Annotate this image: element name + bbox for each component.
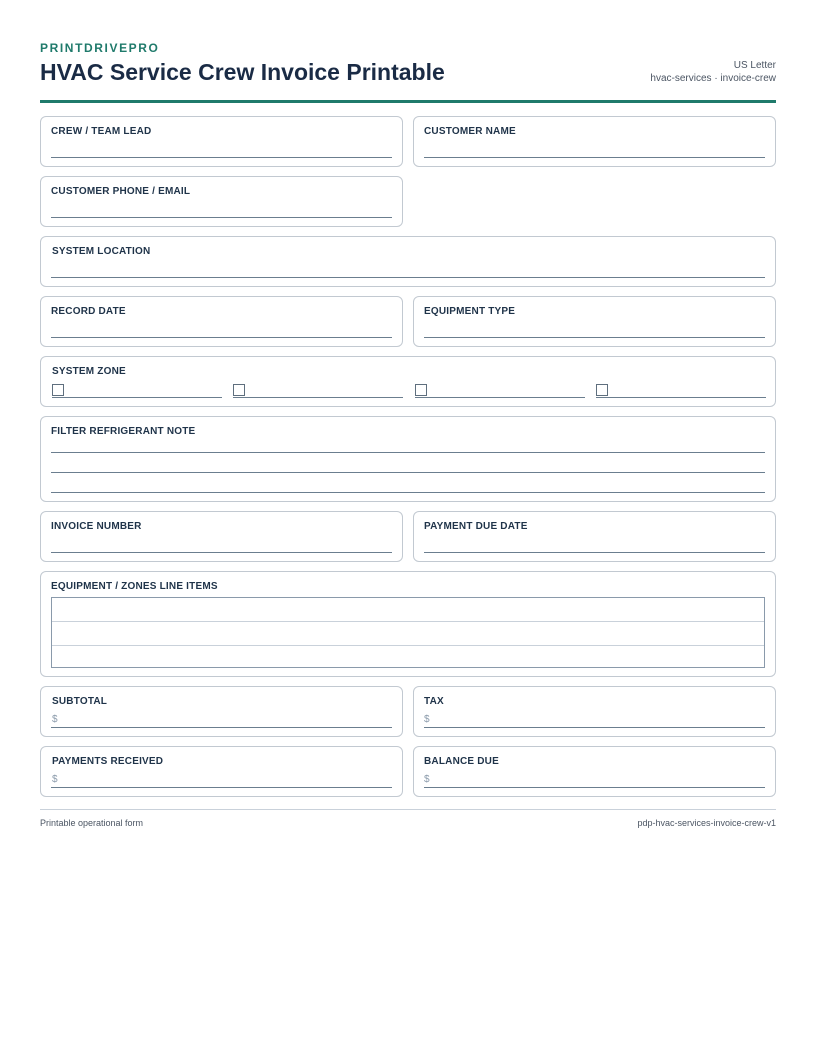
page-meta xyxy=(650,59,776,85)
currency-symbol: $ xyxy=(424,774,430,785)
form-page xyxy=(40,40,776,103)
crew-team-lead-field xyxy=(40,116,403,167)
table-row[interactable] xyxy=(52,645,764,646)
note-line-1[interactable] xyxy=(51,452,765,453)
field-label: CUSTOMER PHONE / EMAIL xyxy=(51,186,191,197)
customer-name-input-line[interactable] xyxy=(424,157,765,158)
brand-name: PRINTDRIVEPRO xyxy=(40,41,160,55)
field-label: PAYMENT DUE DATE xyxy=(424,521,528,532)
note-line-3[interactable] xyxy=(51,492,765,493)
field-label: CREW / TEAM LEAD xyxy=(51,126,152,137)
currency-symbol: $ xyxy=(424,714,430,725)
page-header xyxy=(40,40,776,103)
field-label: FILTER REFRIGERANT NOTE xyxy=(51,426,196,437)
zone-option-line-2[interactable] xyxy=(233,397,403,398)
field-label: RECORD DATE xyxy=(51,306,126,317)
invoice-number-input-line[interactable] xyxy=(51,552,392,553)
customer-name-field xyxy=(413,116,776,167)
customer-phone-email-field xyxy=(40,176,403,227)
field-label: PAYMENTS RECEIVED xyxy=(52,756,164,767)
zone-checkbox-1[interactable] xyxy=(52,384,64,396)
field-label: SYSTEM LOCATION xyxy=(52,246,151,257)
system-zone-field xyxy=(40,356,776,407)
field-label: SYSTEM ZONE xyxy=(52,366,126,377)
zone-checkbox-3[interactable] xyxy=(415,384,427,396)
zone-option-line-4[interactable] xyxy=(596,397,766,398)
equipment-type-input-line[interactable] xyxy=(424,337,765,338)
field-label: CUSTOMER NAME xyxy=(424,126,516,137)
zone-checkbox-2[interactable] xyxy=(233,384,245,396)
payment-due-date-field xyxy=(413,511,776,562)
note-line-2[interactable] xyxy=(51,472,765,473)
line-items-field xyxy=(40,571,776,677)
payments-received-input-line[interactable] xyxy=(51,787,392,788)
paper-size: US Letter xyxy=(733,60,776,71)
page-tags: hvac-services · invoice-crew xyxy=(650,73,776,84)
page-title: HVAC Service Crew Invoice Printable xyxy=(40,59,445,85)
crew-team-lead-input-line[interactable] xyxy=(51,157,392,158)
currency-symbol: $ xyxy=(52,774,58,785)
record-date-input-line[interactable] xyxy=(51,337,392,338)
equipment-type-field xyxy=(413,296,776,347)
zone-option-line-3[interactable] xyxy=(415,397,585,398)
balance-due-input-line[interactable] xyxy=(424,787,765,788)
payment-due-date-input-line[interactable] xyxy=(424,552,765,553)
footer-divider xyxy=(40,809,776,810)
field-label: EQUIPMENT TYPE xyxy=(424,306,516,317)
line-items-table xyxy=(51,597,765,668)
zone-option-line-1[interactable] xyxy=(52,397,222,398)
tax-field xyxy=(413,686,776,737)
form-id: pdp-hvac-services-invoice-crew-v1 xyxy=(637,818,776,828)
customer-phone-email-input-line[interactable] xyxy=(51,217,392,218)
balance-due-field xyxy=(413,746,776,797)
system-location-input-line[interactable] xyxy=(51,277,765,278)
payments-received-field xyxy=(40,746,403,797)
filter-refrigerant-note-field xyxy=(40,416,776,502)
subtotal-field xyxy=(40,686,403,737)
field-label: TAX xyxy=(424,696,444,707)
invoice-number-field xyxy=(40,511,403,562)
field-label: EQUIPMENT / ZONES LINE ITEMS xyxy=(51,581,218,592)
system-location-field xyxy=(40,236,776,287)
footer-note: Printable operational form xyxy=(40,818,144,828)
field-label: BALANCE DUE xyxy=(424,756,499,767)
tax-input-line[interactable] xyxy=(424,727,765,728)
record-date-field xyxy=(40,296,403,347)
subtotal-input-line[interactable] xyxy=(51,727,392,728)
table-row[interactable] xyxy=(52,621,764,622)
zone-checkbox-4[interactable] xyxy=(596,384,608,396)
currency-symbol: $ xyxy=(52,714,58,725)
field-label: INVOICE NUMBER xyxy=(51,521,142,532)
field-label: SUBTOTAL xyxy=(52,696,108,707)
